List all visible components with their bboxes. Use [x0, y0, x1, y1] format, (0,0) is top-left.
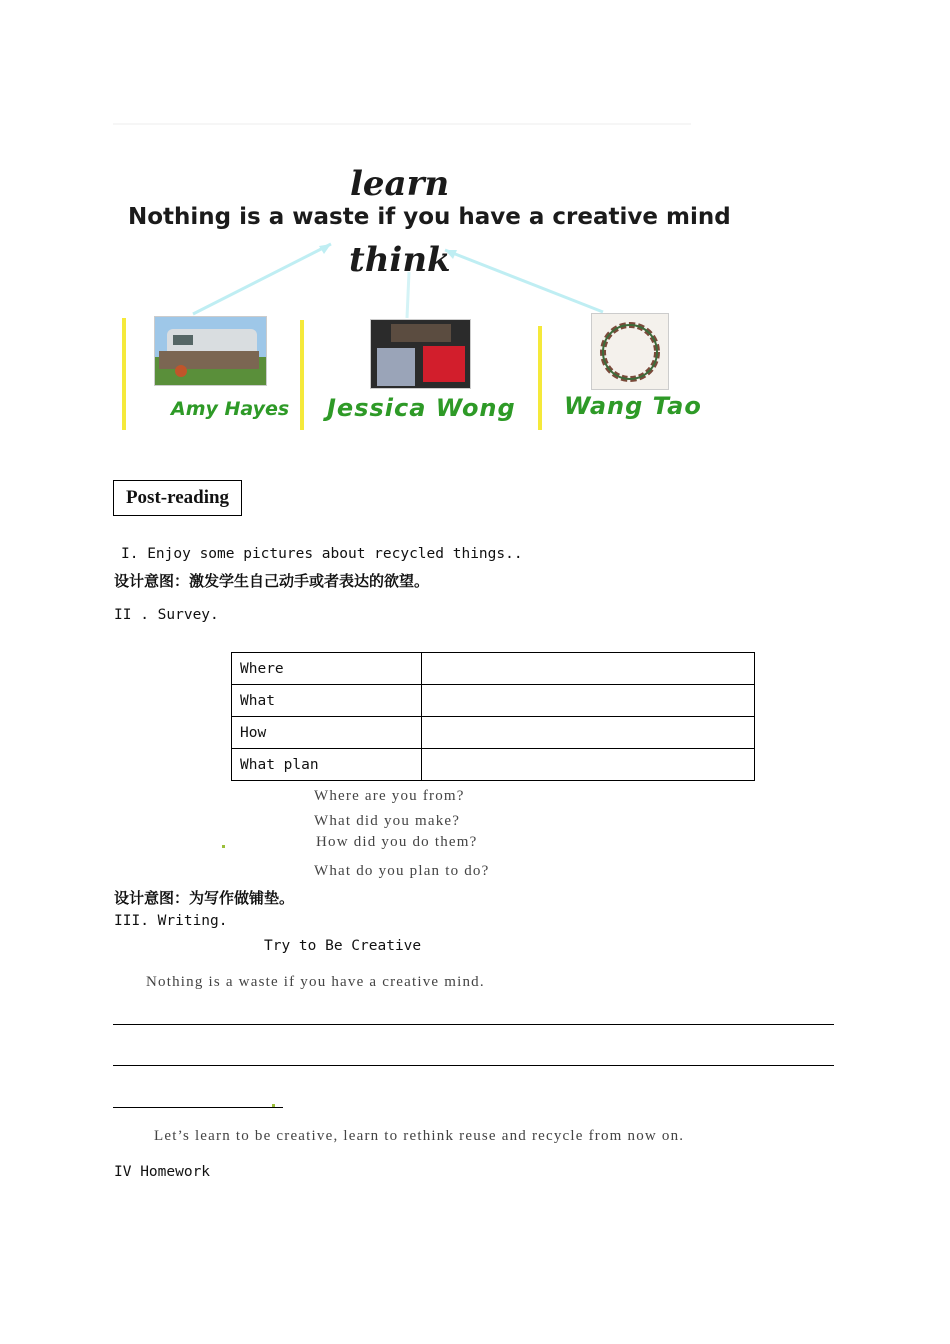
section-1-line: I. Enjoy some pictures about recycled things.. — [121, 546, 523, 562]
caravan-photo — [154, 316, 267, 386]
table-row — [232, 685, 755, 717]
question: How did you do them? — [316, 834, 478, 850]
recycling-figure — [113, 122, 731, 434]
section-4-title: IV Homework — [114, 1164, 211, 1180]
writing-line[interactable] — [113, 1024, 834, 1025]
design-note-2: 设计意图：为写作做铺垫。 — [114, 889, 295, 907]
word-think: think — [349, 240, 451, 280]
table-cell-label: What plan — [232, 749, 422, 781]
table-cell-answer[interactable] — [422, 653, 755, 685]
name-jessica-wong: Jessica Wong — [327, 394, 516, 422]
writing-sentence: Nothing is a waste if you have a creative mind. — [146, 974, 485, 990]
bags-photo — [370, 319, 471, 389]
word-learn: learn — [350, 164, 450, 204]
table-cell-label: Where — [232, 653, 422, 685]
writing-line[interactable] — [113, 1065, 834, 1066]
writing-line[interactable] — [113, 1107, 283, 1108]
table-row — [232, 749, 755, 781]
divider-bar — [300, 320, 304, 430]
section-3-title: III. Writing. — [114, 913, 228, 929]
table-cell-answer[interactable] — [422, 717, 755, 749]
post-reading-label: Post-reading — [113, 480, 242, 516]
table-row — [232, 653, 755, 685]
speck-mark — [272, 1104, 275, 1107]
section-2-title: II . Survey. — [114, 607, 219, 623]
wreath-photo — [591, 313, 669, 390]
question: Where are you from? — [314, 788, 465, 804]
divider-bar — [538, 326, 542, 430]
table-cell-answer[interactable] — [422, 685, 755, 717]
design-note-1: 设计意图：激发学生自己动手或者表达的欲望。 — [114, 572, 430, 590]
table-cell-label: How — [232, 717, 422, 749]
table-cell-answer[interactable] — [422, 749, 755, 781]
table-row — [232, 717, 755, 749]
divider-bar — [122, 318, 126, 430]
closing-sentence: Let’s learn to be creative, learn to rethink reuse and recycle from now on. — [154, 1128, 685, 1144]
question: What did you make? — [314, 813, 461, 829]
name-wang-tao: Wang Tao — [564, 392, 702, 420]
figure-main-text: Nothing is a waste if you have a creative mind — [128, 204, 731, 230]
writing-heading: Try to Be Creative — [264, 938, 422, 954]
question: What do you plan to do? — [314, 863, 490, 879]
name-amy-hayes: Amy Hayes — [171, 398, 290, 420]
survey-table — [231, 652, 755, 781]
speck-mark — [222, 845, 225, 848]
table-cell-label: What — [232, 685, 422, 717]
